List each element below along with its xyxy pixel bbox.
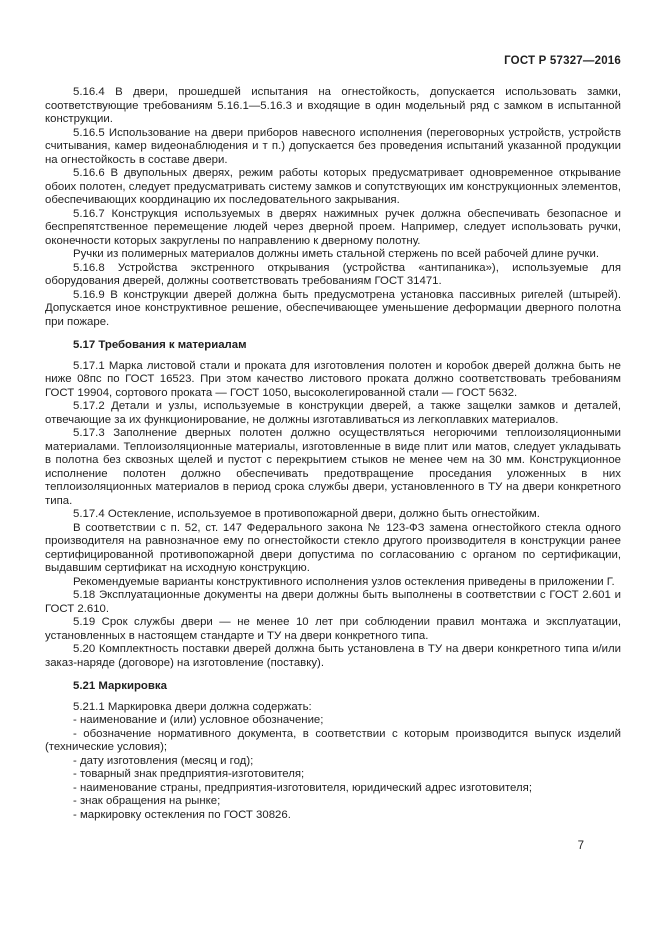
marking-list-item: - наименование страны, предприятия-изготовителя, юридический адрес изготовителя; [73,781,532,794]
paragraph: 5.16.9 В конструкции дверей должна быть предусмотрена установка пассивных ригелей (штырей). Допускается иное конструктивное решение, обеспечивающее уменьшение деформации дверного полотна при пожаре. [45,288,621,328]
paragraph: 5.18 Эксплуатационные документы на двери должны быть выполнены в соответствии с ГОСТ 2.601 и ГОСТ 2.610. [45,589,621,615]
marking-list-item: - товарный знак предприятия-изготовителя; [73,768,305,780]
section-heading: 5.21 Маркировка [73,680,167,692]
marking-list-item: - маркировку остекления по ГОСТ 30826. [73,808,291,821]
marking-list-item: - обозначение нормативного документа, в соответствии с которым производится выпуск изделий (технические условия); [45,727,621,753]
marking-list-item: - наименование и (или) условное обозначение; [73,714,324,726]
paragraph: 5.20 Комплектность поставки дверей должна быть установлена в ТУ на двери конкретного типа и/или заказ-наряде (договоре) на изготовление (поставку). [45,643,621,669]
marking-list-item: - знак обращения на рынке; [73,795,221,807]
paragraph: В соответствии с п. 52, ст. 147 Федерального закона № 123-ФЗ замена огнестойкого стекла одного производителя на равнозначное ему по огнестойкости стекло другого производителя в конструкции ранее сертифицированной противопожарной двери допустима по согласованию с органом по сертификации, выдавшим сертификат на исходную конструкцию. [45,521,621,574]
paragraph: 5.17.4 Остекление, используемое в противопожарной двери, должно быть огнестойким. [73,508,540,520]
marking-list-item: - дату изготовления (месяц и год); [73,754,254,767]
document-content [45,86,621,822]
paragraph: Рекомендуемые варианты конструктивного исполнения узлов остекления приведены в приложении Г. [73,575,615,588]
paragraph: Ручки из полимерных материалов должны иметь стальной стержень по всей рабочей длине ручки. [73,248,600,260]
paragraph: 5.17.1 Марка листовой стали и проката для изготовления полотен и коробок дверей должна быть не ниже 08пс по ГОСТ 16523. При этом качество листового проката должно соответствовать требованиям ГОСТ 19904, сортового проката — ГОСТ 1050, высоколегированной стали — ГОСТ 5632. [45,359,621,399]
paragraph: 5.19 Срок службы двери — не менее 10 лет при соблюдении правил монтажа и эксплуатации, установленных в настоящем стандарте и ТУ на двери конкретного типа. [45,616,621,642]
paragraph: 5.16.7 Конструкция используемых в дверях нажимных ручек должна обеспечивать безопасное и беспрепятственное перемещение людей через дверной проем. Например, следует использовать ручки, оконечности которых закруглены по направлению к дверному полотну. [45,207,621,247]
section-heading: 5.17 Требования к материалам [73,339,247,351]
paragraph: 5.21.1 Маркировка двери должна содержать: [73,700,312,713]
document-header-standard-number: ГОСТ Р 57327—2016 [504,55,621,67]
page-number: 7 [577,840,584,852]
paragraph: 5.17.3 Заполнение дверных полотен должно осуществляться негорючими теплоизоляционными материалами. Теплоизоляционные материалы, изготовленные в виде плит или матов, следует укладывать в полотна без сквозных щелей и пустот с перекрытием стыков не менее чем на 30 мм. Конструкционное исполнение полотен должно обеспечивать предотвращение проседания уложенных в них теплоизоляционных материалов в период срока службы двери, установленного в ТУ на двери конкретного типа. [45,427,621,507]
paragraph: 5.17.2 Детали и узлы, используемые в конструкции дверей, а также защелки замков и деталей, отвечающие за их функционирование, не должны изготавливаться из легкоплавких материалов. [45,400,621,426]
paragraph: 5.16.4 В двери, прошедшей испытания на огнестойкость, допускается использовать замки, соответствующие требованиям 5.16.1—5.16.3 и входящие в один модельный ряд с замком в испытанной конструкции. [45,86,621,125]
paragraph: 5.16.8 Устройства экстренного открывания (устройства «антипаника»), используемые для оборудования дверей, должны соответствовать требованиям ГОСТ 31471. [45,261,621,287]
paragraph: 5.16.6 В двупольных дверях, режим работы которых предусматривает одновременное открывание обоих полотен, следует предусматривать систему замков и сопутствующих им конструкционных элементов, обеспечивающих координацию их последовательного закрывания. [45,167,621,206]
paragraph: 5.16.5 Использование на двери приборов навесного исполнения (переговорных устройств, устройств считывания, камер видеонаблюдения и т п.) допускается без проведения испытаний указанной продукции на огнестойкость в составе двери. [45,126,621,166]
